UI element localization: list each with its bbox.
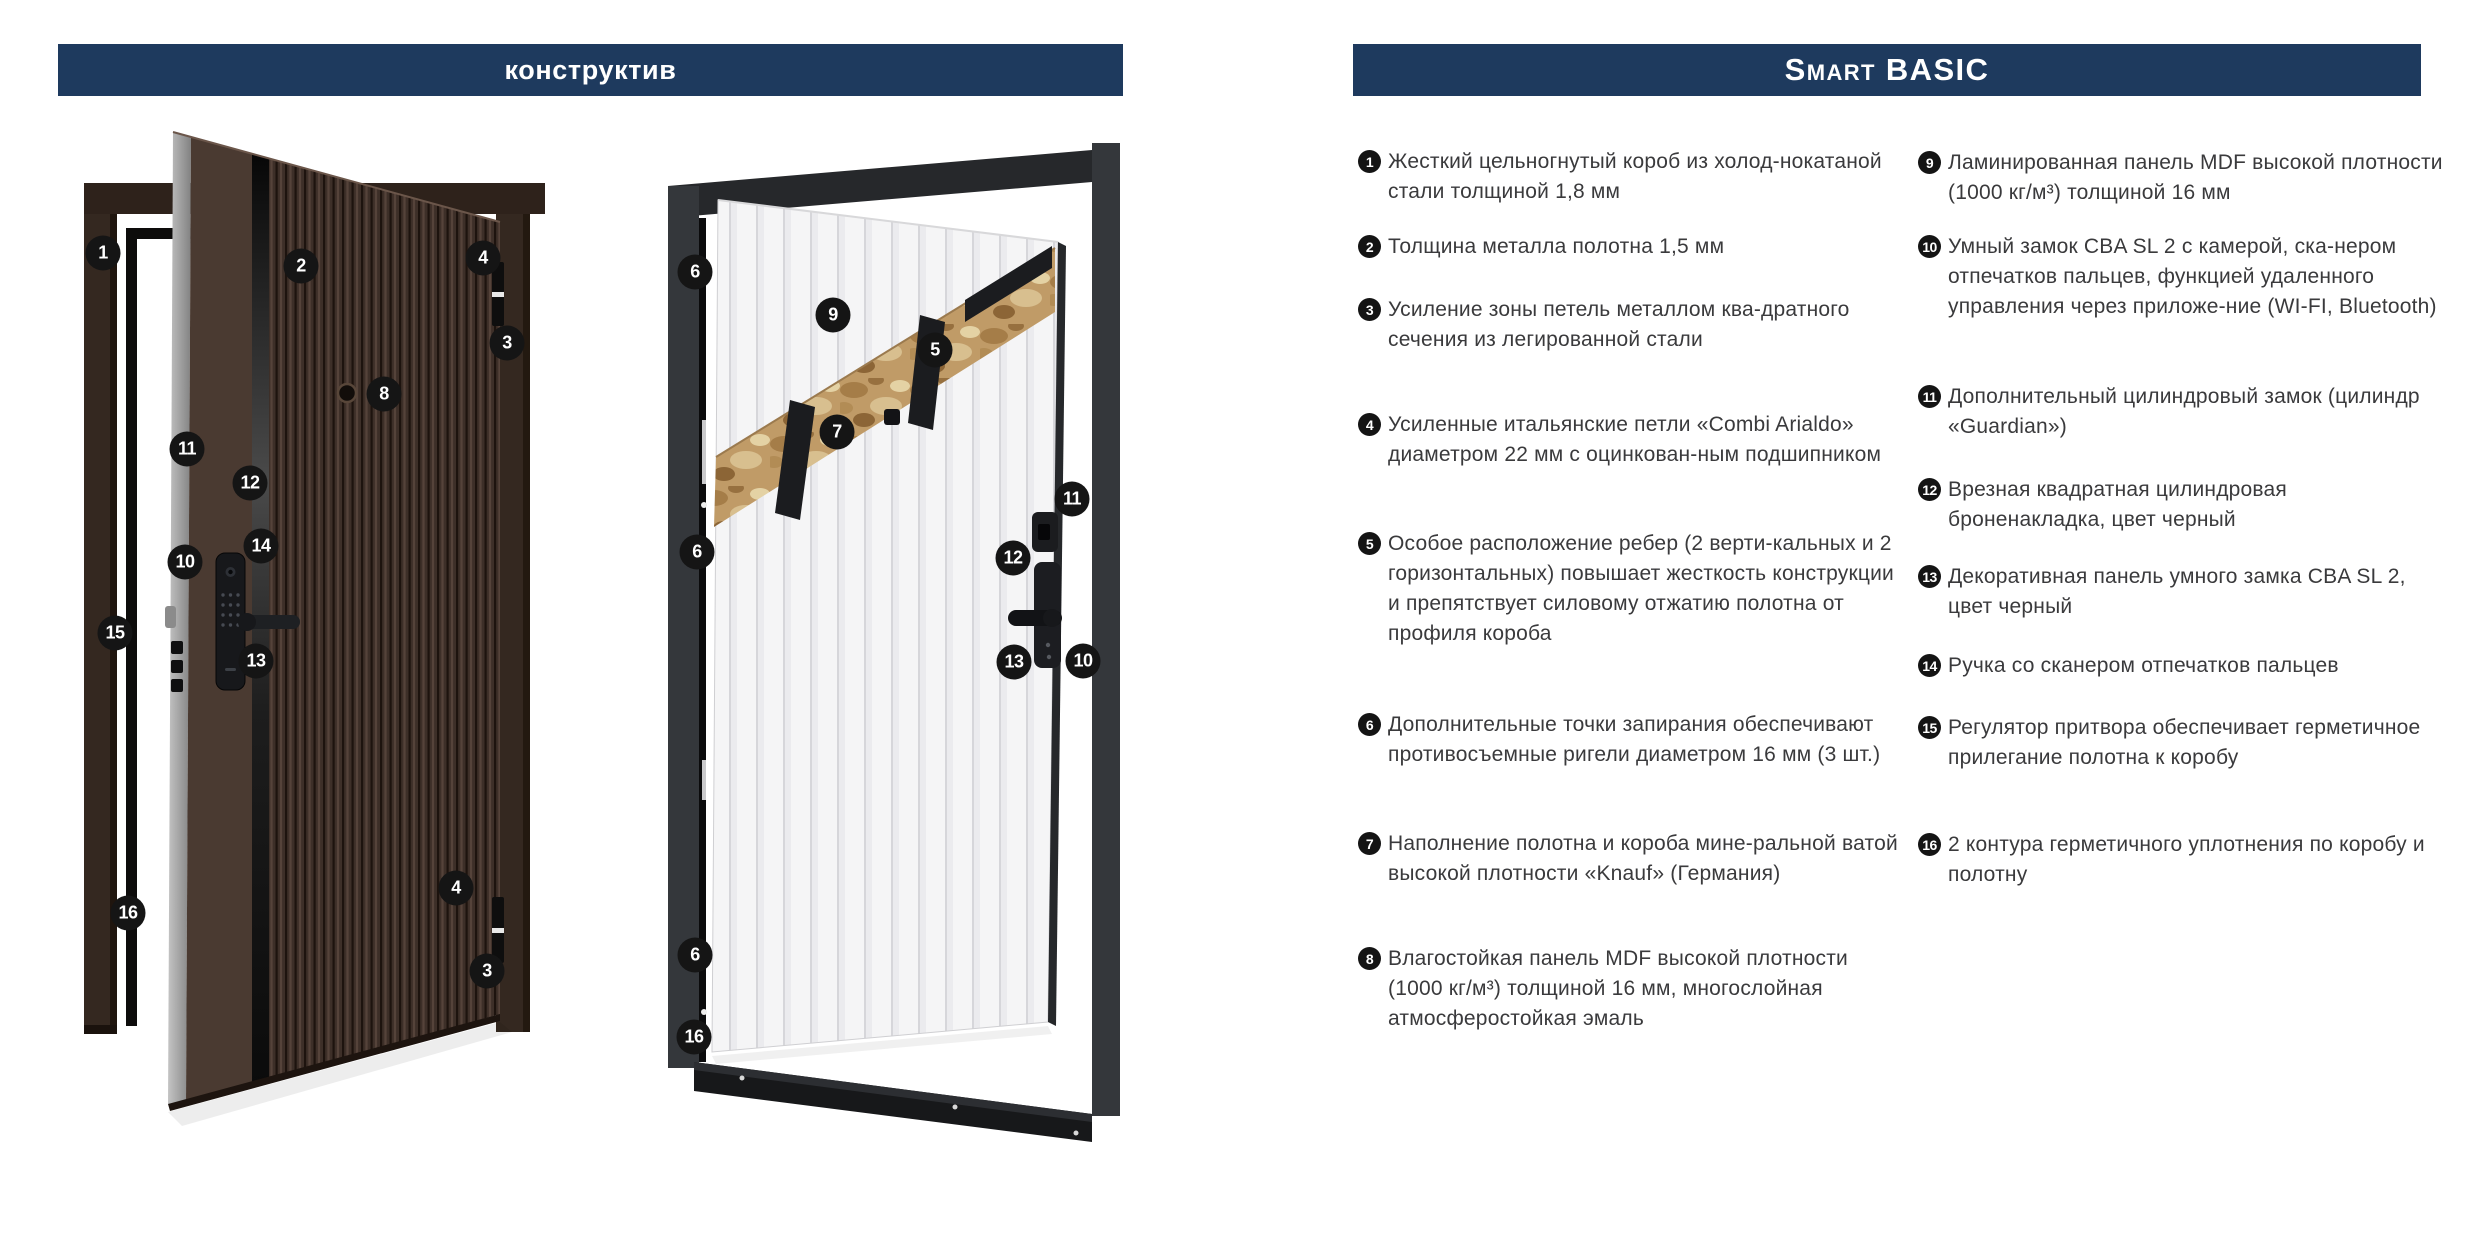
feature-item bbox=[1358, 295, 1906, 355]
callout-number: 15 bbox=[105, 622, 125, 643]
feature-number-badge: 1 bbox=[1358, 150, 1381, 173]
feature-text: Толщина металла полотна 1,5 мм bbox=[1388, 235, 1725, 258]
feature-text: Дополнительный цилиндровый замок (цилиндр «Guardian») bbox=[1948, 385, 2420, 438]
feature-item bbox=[1918, 148, 2446, 208]
callout-number: 6 bbox=[690, 944, 700, 965]
left-section-header bbox=[58, 44, 1123, 96]
feature-number-badge: 6 bbox=[1358, 713, 1381, 736]
callout-number: 6 bbox=[692, 541, 702, 562]
features-column-2 bbox=[1918, 0, 2446, 1240]
feature-item bbox=[1358, 710, 1906, 770]
callout-number: 13 bbox=[246, 650, 266, 671]
callout-number: 10 bbox=[1073, 650, 1093, 671]
feature-text: Жесткий цельногнутый короб из холод-нокатаной стали толщиной 1,8 мм bbox=[1388, 150, 1882, 203]
feature-number-badge: 5 bbox=[1358, 532, 1381, 555]
feature-text: Ламинированная панель MDF высокой плотности (1000 кг/м³) толщиной 16 мм bbox=[1948, 151, 2443, 204]
feature-text: Умный замок CBA SL 2 с камерой, ска-нером отпечатков пальцев, функцией удаленного управления через приложе-ние (WI-FI, Bluetooth) bbox=[1948, 235, 2437, 318]
feature-number-badge: 12 bbox=[1918, 478, 1941, 501]
door-cutaway-diagram bbox=[630, 100, 1200, 1210]
callout-number: 6 bbox=[690, 261, 700, 282]
callout-number: 4 bbox=[478, 247, 488, 268]
callout-number: 14 bbox=[251, 535, 271, 556]
feature-text: Дополнительные точки запирания обеспечивают противосъемные ригели диаметром 16 мм (3 шт.) bbox=[1388, 713, 1881, 766]
callout-number: 9 bbox=[828, 304, 838, 325]
feature-item bbox=[1918, 232, 2446, 322]
callout-number: 2 bbox=[296, 255, 306, 276]
feature-item bbox=[1918, 562, 2446, 622]
feature-number-badge: 8 bbox=[1358, 947, 1381, 970]
feature-number-badge: 10 bbox=[1918, 235, 1941, 258]
callout-number: 16 bbox=[118, 902, 138, 923]
feature-text: 2 контура герметичного уплотнения по коробу и полотну bbox=[1948, 833, 2425, 886]
feature-number-badge: 2 bbox=[1358, 235, 1381, 258]
callout-number: 12 bbox=[1003, 547, 1023, 568]
door-construction-diagram bbox=[40, 100, 610, 1210]
feature-text: Ручка со сканером отпечатков пальцев bbox=[1948, 654, 2339, 677]
callout-number: 12 bbox=[240, 472, 260, 493]
right-section-title: Smart BASIC bbox=[1784, 52, 1990, 87]
lock-sensor-icon bbox=[884, 409, 900, 425]
feature-text: Усиленные итальянские петли «Combi Arialdo» диаметром 22 мм с оцинкован-ным подшипником bbox=[1388, 413, 1882, 466]
feature-number-badge: 3 bbox=[1358, 298, 1381, 321]
callout-number: 8 bbox=[379, 383, 389, 404]
callout-number: 3 bbox=[502, 332, 512, 353]
feature-item bbox=[1358, 147, 1906, 207]
callout-number: 13 bbox=[1004, 651, 1024, 672]
feature-text: Регулятор притвора обеспечивает герметичное прилегание полотна к коробу bbox=[1948, 716, 2421, 769]
feature-text: Влагостойкая панель MDF высокой плотности (1000 кг/м³) толщиной 16 мм, многослойная атмосферостойкая эмаль bbox=[1388, 947, 1848, 1030]
feature-item bbox=[1918, 713, 2446, 773]
feature-text: Врезная квадратная цилиндровая броненакладка, цвет черный bbox=[1948, 478, 2287, 531]
door-ribbed-panel bbox=[269, 159, 500, 1081]
feature-number-badge: 9 bbox=[1918, 151, 1941, 174]
callout-number: 1 bbox=[98, 242, 108, 263]
feature-item bbox=[1918, 475, 2446, 535]
feature-number-badge: 11 bbox=[1918, 385, 1941, 408]
feature-item bbox=[1358, 410, 1906, 470]
callout-number: 11 bbox=[177, 438, 197, 459]
feature-number-badge: 7 bbox=[1358, 832, 1381, 855]
feature-item bbox=[1358, 232, 1906, 262]
feature-number-badge: 13 bbox=[1918, 565, 1941, 588]
feature-text: Усиление зоны петель металлом ква-дратного сечения из легированной стали bbox=[1388, 298, 1850, 351]
callout-number: 7 bbox=[832, 421, 842, 442]
feature-item bbox=[1358, 529, 1906, 649]
feature-item bbox=[1918, 830, 2446, 890]
feature-number-badge: 15 bbox=[1918, 716, 1941, 739]
callout-number: 16 bbox=[684, 1026, 704, 1047]
callout-number: 3 bbox=[482, 960, 492, 981]
callout-number: 11 bbox=[1062, 488, 1082, 509]
left-section-title: конструктив bbox=[504, 54, 677, 85]
feature-item bbox=[1358, 829, 1906, 889]
feature-item bbox=[1918, 382, 2446, 442]
callout-number: 10 bbox=[175, 551, 195, 572]
callout-number: 4 bbox=[451, 877, 461, 898]
callout-number: 5 bbox=[930, 339, 940, 360]
feature-item bbox=[1918, 651, 2446, 681]
feature-item bbox=[1358, 944, 1906, 1034]
features-column-1 bbox=[1358, 0, 1906, 1240]
peephole-icon bbox=[338, 384, 356, 402]
feature-text: Декоративная панель умного замка CBA SL 2, цвет черный bbox=[1948, 565, 2406, 618]
feature-text: Наполнение полотна и короба мине-ральной ватой высокой плотности «Knauf» (Германия) bbox=[1388, 832, 1898, 885]
feature-number-badge: 4 bbox=[1358, 413, 1381, 436]
feature-number-badge: 14 bbox=[1918, 654, 1941, 677]
feature-number-badge: 16 bbox=[1918, 833, 1941, 856]
feature-text: Особое расположение ребер (2 верти-кальных и 2 горизонтальных) повышает жесткость конструкции и препятствует силовому отжатию полотна от профиля короба bbox=[1388, 532, 1894, 645]
